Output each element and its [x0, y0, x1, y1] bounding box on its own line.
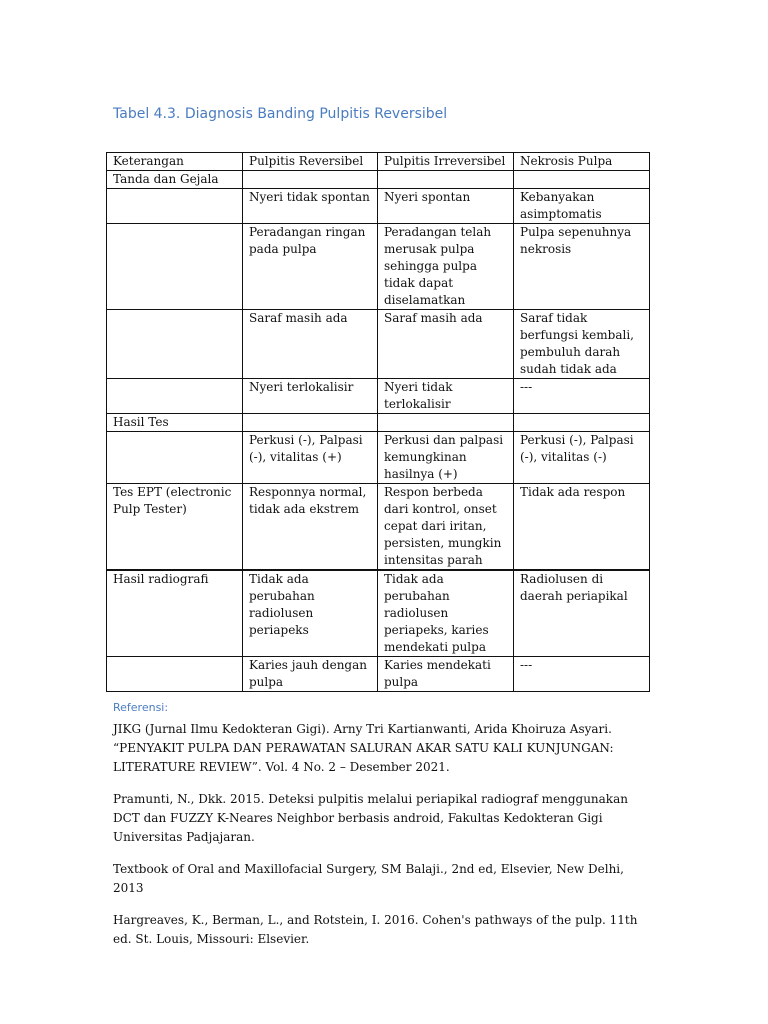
table-cell: Tidak ada perubahan radiolusen periapeks, karies mendekati pulpa	[378, 570, 514, 657]
table-cell: Hasil radiografi	[107, 570, 243, 657]
table-cell: Respon berbeda dari kontrol, onset cepat dari iritan, persisten, mungkin intensitas parah	[378, 484, 514, 571]
table-cell: Karies jauh dengan pulpa	[243, 657, 378, 692]
table-cell: Radiolusen di daerah periapikal	[514, 570, 650, 657]
table-cell: Saraf masih ada	[378, 310, 514, 379]
table-cell: Hasil Tes	[107, 414, 243, 432]
column-header: Keterangan	[107, 153, 243, 171]
table-cell	[514, 171, 650, 189]
table-cell: Tidak ada perubahan radiolusen periapeks	[243, 570, 378, 657]
reference-item: JIKG (Jurnal Ilmu Kedokteran Gigi). Arny Tri Kartianwanti, Arida Khoiruza Asyari. “PENYAKIT PULPA DAN PERAWATAN SALURAN AKAR SATU KALI KUNJUNGAN: LITERATURE REVIEW”. Vol. 4 No. 2 – Desember 2021.	[113, 722, 614, 774]
table-cell: Nyeri tidak spontan	[243, 189, 378, 224]
table-cell: Peradangan ringan pada pulpa	[243, 224, 378, 310]
table-row	[107, 414, 650, 432]
table-cell: Pulpa sepenuhnya nekrosis	[514, 224, 650, 310]
table-row	[107, 310, 650, 379]
table-row	[107, 484, 650, 571]
table-row	[107, 379, 650, 414]
table-cell: Nyeri spontan	[378, 189, 514, 224]
table-cell: Responnya normal, tidak ada ekstrem	[243, 484, 378, 571]
table-cell: Tanda dan Gejala	[107, 171, 243, 189]
reference-item: Pramunti, N., Dkk. 2015. Deteksi pulpitis melalui periapikal radiograf menggunakan DCT dan FUZZY K-Neares Neighbor berbasis android, Fakultas Kedokteran Gigi Universitas Padjajaran.	[113, 792, 628, 844]
table-cell: Nyeri tidak terlokalisir	[378, 379, 514, 414]
column-header: Nekrosis Pulpa	[514, 153, 650, 171]
table-cell	[378, 171, 514, 189]
table-cell: Perkusi dan palpasi kemungkinan hasilnya (+)	[378, 432, 514, 484]
table-cell: ---	[514, 657, 650, 692]
reference-item: Textbook of Oral and Maxillofacial Surgery, SM Balaji., 2nd ed, Elsevier, New Delhi, 2013	[113, 862, 624, 895]
table-cell: Nyeri terlokalisir	[243, 379, 378, 414]
table-cell	[514, 414, 650, 432]
table-cell	[107, 224, 243, 310]
table-cell: Perkusi (-), Palpasi (-), vitalitas (-)	[514, 432, 650, 484]
reference-item: Hargreaves, K., Berman, L., and Rotstein, I. 2016. Cohen's pathways of the pulp. 11th ed. St. Louis, Missouri: Elsevier.	[113, 913, 638, 946]
table-cell	[107, 189, 243, 224]
table-cell	[243, 414, 378, 432]
table-cell: Karies mendekati pulpa	[378, 657, 514, 692]
table-row	[107, 657, 650, 692]
table-cell: Tidak ada respon	[514, 484, 650, 571]
table-cell	[107, 657, 243, 692]
table-cell: Saraf tidak berfungsi kembali, pembuluh darah sudah tidak ada	[514, 310, 650, 379]
references-label: Referensi:	[113, 701, 169, 714]
table-row	[107, 189, 650, 224]
table-cell	[107, 432, 243, 484]
table-header-row	[107, 153, 650, 171]
table-cell: Perkusi (-), Palpasi (-), vitalitas (+)	[243, 432, 378, 484]
table-cell: ---	[514, 379, 650, 414]
table-title: Tabel 4.3. Diagnosis Banding Pulpitis Reversibel	[113, 106, 448, 122]
table-cell	[107, 379, 243, 414]
table-row	[107, 432, 650, 484]
column-header: Pulpitis Reversibel	[243, 153, 378, 171]
table-cell	[378, 414, 514, 432]
table-row	[107, 570, 650, 657]
table-cell: Tes EPT (electronic Pulp Tester)	[107, 484, 243, 571]
table-cell	[107, 310, 243, 379]
table-cell: Kebanyakan asimptomatis	[514, 189, 650, 224]
diagnosis-table	[106, 152, 650, 692]
column-header: Pulpitis Irreversibel	[378, 153, 514, 171]
table-row	[107, 171, 650, 189]
table-cell: Peradangan telah merusak pulpa sehingga pulpa tidak dapat diselamatkan	[378, 224, 514, 310]
table-cell: Saraf masih ada	[243, 310, 378, 379]
table-cell	[243, 171, 378, 189]
references-section	[113, 698, 653, 962]
table-row	[107, 224, 650, 310]
